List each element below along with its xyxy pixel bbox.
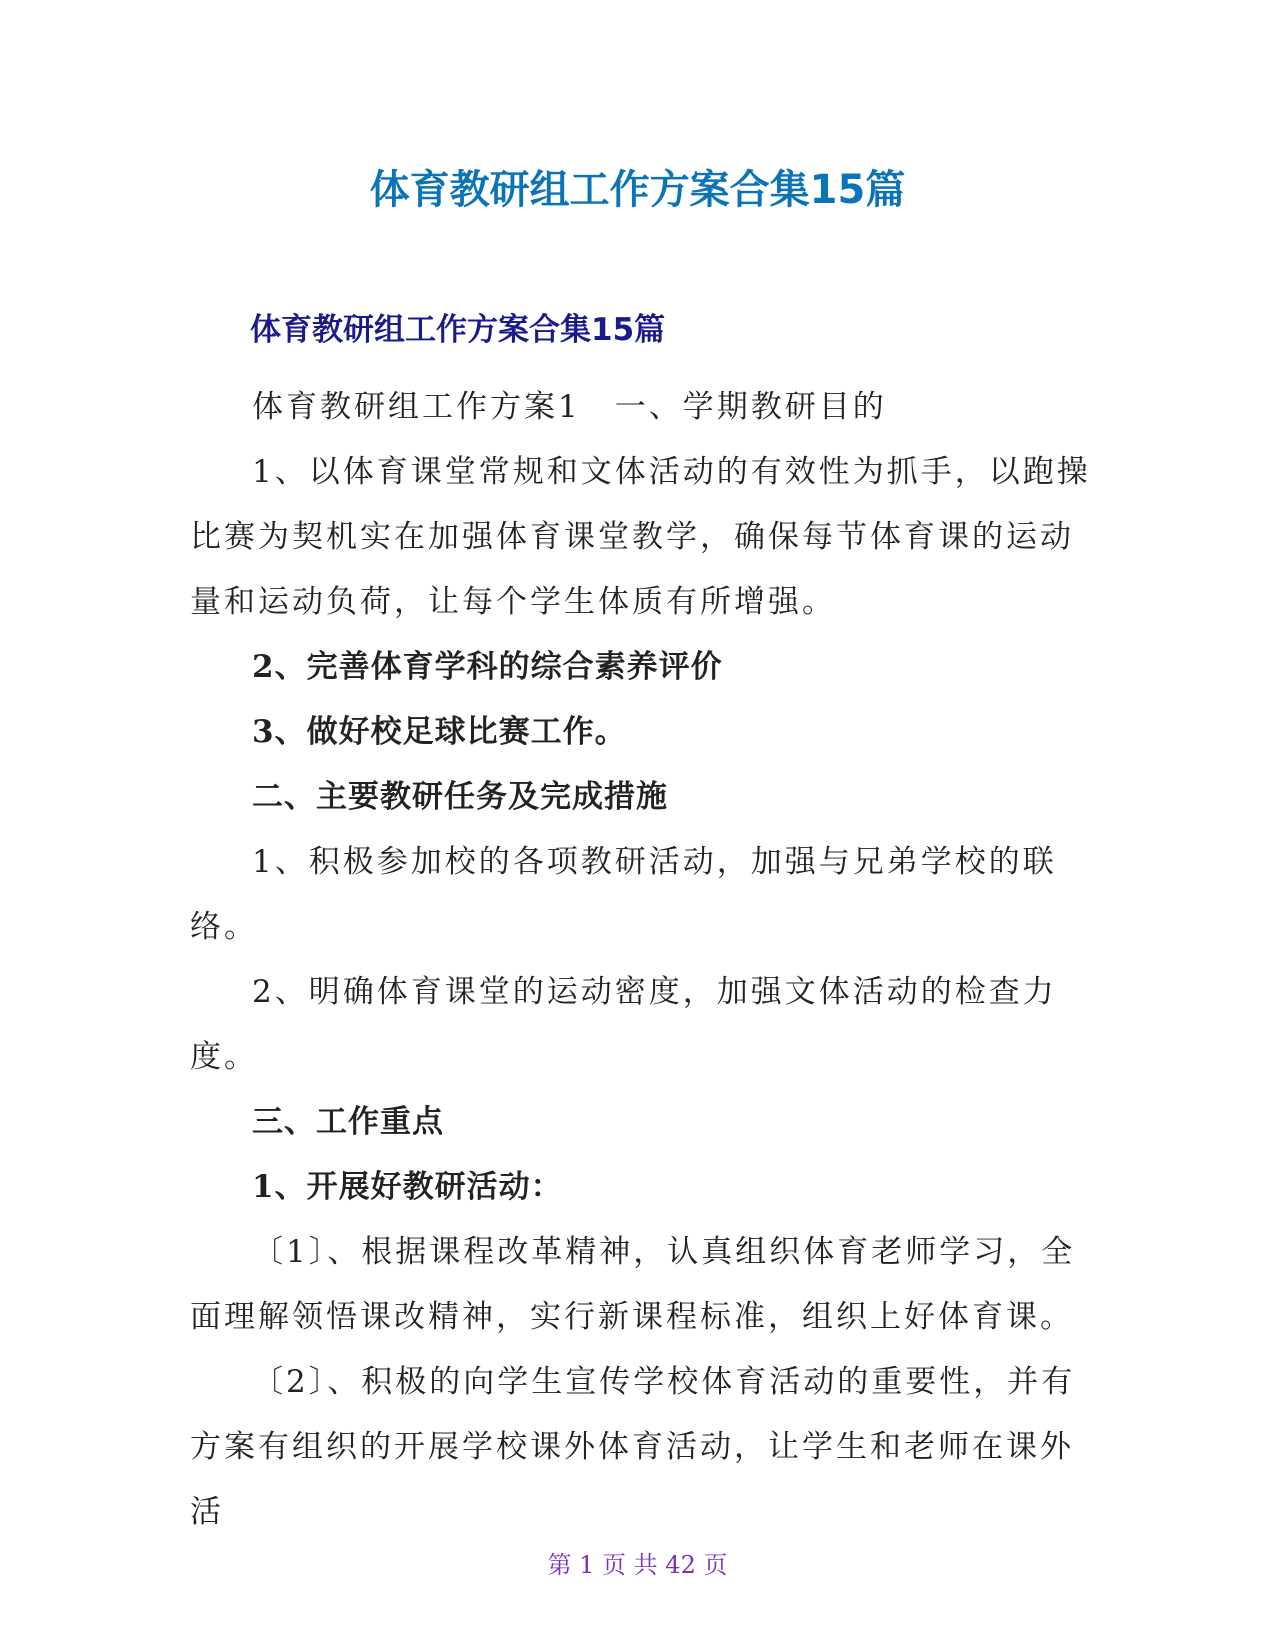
paragraph: 1、开展好教研活动： — [252, 1169, 563, 1205]
document-title: 体育教研组工作方案合集15篇 — [369, 167, 906, 213]
paragraph: 2、完善体育学科的综合素养评价 — [252, 649, 723, 685]
paragraph: 体育教研组工作方案1 一、学期教研目的 — [252, 389, 887, 425]
paragraph: 1、以体育课堂常规和文体活动的有效性为抓手，以跑操比赛为契机实在加强体育课堂教学，确保每节体育课的运动量和运动负荷，让每个学生体质有所增强。 — [190, 454, 1091, 620]
paragraph: 三、工作重点 — [252, 1104, 444, 1140]
document-body — [190, 375, 1100, 1545]
paragraph: 2、明确体育课堂的运动密度，加强文体活动的检查力度。 — [190, 974, 1057, 1075]
paragraph: 1、积极参加校的各项教研活动，加强与兄弟学校的联络。 — [190, 844, 1057, 945]
paragraph: 〔1〕、根据课程改革精神，认真组织体育老师学习，全面理解领悟课改精神，实行新课程标准，组织上好体育课。 — [190, 1234, 1076, 1335]
paragraph: 〔2〕、积极的向学生宣传学校体育活动的重要性，并有方案有组织的开展学校课外体育活动，让学生和老师在课外活 — [190, 1364, 1076, 1530]
paragraph: 二、主要教研任务及完成措施 — [252, 779, 668, 815]
paragraph: 3、做好校足球比赛工作。 — [252, 714, 627, 750]
section-title: 体育教研组工作方案合集15篇 — [250, 312, 666, 348]
page-number: 第 1 页 共 42 页 — [547, 1551, 728, 1579]
